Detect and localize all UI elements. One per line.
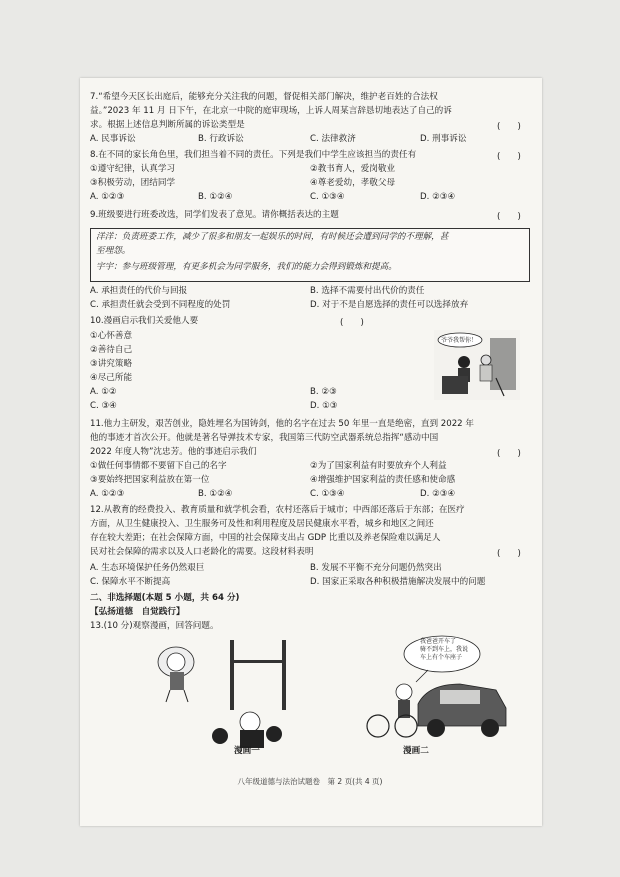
q8-option-a: A. ①②③	[90, 192, 125, 202]
section2-heading: 二、非选择题(本题 5 小题，共 64 分)	[90, 593, 240, 603]
q8-stem: 8.在不同的家长角色里，我们担当着不同的责任。下列是我们中学生应该担当的责任有	[90, 150, 417, 160]
q13-stem: 13.(10 分)观察漫画，回答问题。	[90, 621, 219, 631]
q12-option-c: C. 保障水平不断提高	[90, 577, 171, 587]
q9-option-c: C. 承担责任就会受到不同程度的处罚	[90, 300, 231, 310]
q10-stem: 10.漫画启示我们关爱他人要	[90, 316, 199, 326]
q8-option-c: C. ①③④	[310, 192, 345, 202]
q12-stem-line-2: 方面，从卫生健康投入、卫生服务可及性和利用程度及居民健康水平看，城乡和地区之间还	[90, 519, 434, 529]
q12-option-a: A. 生态环境保护任务仍然艰巨	[90, 563, 205, 573]
q11-option-a: A. ①②③	[90, 489, 125, 499]
q11-option-c: C. ①③④	[310, 489, 345, 499]
q11-answer-paren: ( )	[497, 449, 521, 459]
q10-item-3: ③讲究策略	[90, 359, 133, 369]
q9-answer-paren: ( )	[497, 212, 521, 222]
q7-stem-line-3: 求。根据上述信息判断所属的诉讼类型是	[90, 120, 245, 130]
q10-answer-paren: ( )	[340, 318, 364, 328]
comic-one-illustration	[140, 638, 300, 760]
q9-dialog-line-1: 洋洋：负责班委工作，减少了很多和朋友一起娱乐的时间，有时候还会遭到同学的不理解，甚	[96, 232, 449, 242]
q8-answer-paren: ( )	[497, 152, 521, 162]
q9-dialog-line-2: 至埋怨。	[96, 246, 131, 256]
q7-option-a: A. 民事诉讼	[90, 134, 136, 144]
q9-stem: 9.班级要进行班委改选，同学们发表了意见。请你概括表达的主题	[90, 210, 339, 220]
q9-dialog-line-3: 宇宇：参与班级管理，有更多机会为同学服务，我们的能力会得到锻炼和提高。	[96, 262, 397, 272]
q10-option-a: A. ①②	[90, 387, 117, 397]
q11-stem-line-3: 2022 年度人物”沈忠芳。他的事迹启示我们	[90, 447, 257, 457]
q8-option-d: D. ②③④	[420, 192, 456, 202]
q11-item-4: ④增强维护国家利益的责任感和使命感	[310, 475, 456, 485]
q7-option-b: B. 行政诉讼	[198, 134, 244, 144]
q9-option-b: B. 选择不需要付出代价的责任	[310, 286, 425, 296]
q9-option-d: D. 对于不是自愿选择的责任可以选择放弃	[310, 300, 469, 310]
comic-two-bubble-line-1: 我爸爸开车了	[420, 638, 457, 645]
q10-item-2: ②善待自己	[90, 345, 133, 355]
section2-subheading: 【弘扬道德 自觉践行】	[90, 607, 185, 617]
q12-stem-line-1: 12.从教育的经费投入、教育质量和就学机会看，农村还落后于城市；中西部还落后于东部；在医疗	[90, 505, 465, 515]
q7-option-d: D. 刑事诉讼	[420, 134, 467, 144]
q8-item-4: ④尊老爱幼，孝敬父母	[310, 178, 396, 188]
q7-answer-paren: ( )	[497, 122, 521, 132]
comic-two-label: 漫画二	[403, 746, 429, 756]
q11-stem-line-2: 他的事迹才首次公开。他就是著名导弹技术专家，我国第三代防空武器系统总指挥“感动中国	[90, 433, 439, 443]
q8-item-3: ③积极劳动，团结同学	[90, 178, 176, 188]
q7-option-c: C. 法律救济	[310, 134, 356, 144]
q10-option-b: B. ②③	[310, 387, 337, 397]
q11-item-2: ②为了国家利益有时要放弃个人利益	[310, 461, 447, 471]
q7-stem-line-2: 益。”2023 年 11 月 日下午，在北京一中院的庭审现场，上诉人周某言辞恳切地表达了自己的诉	[90, 106, 452, 116]
q9-option-a: A. 承担责任的代价与回报	[90, 286, 188, 296]
q11-stem-line-1: 11.他力主研发，艰苦创业，隐姓埋名为国铸剑，他的名字在过去 50 年里一直是绝密，直到 2022 年	[90, 419, 474, 429]
comic-two-bubble-line-3: 车上有个车座子	[420, 654, 463, 661]
page-footer: 八年级道德与法治试题卷 第 2 页(共 4 页)	[237, 777, 383, 786]
q7-stem-line-1: 7.“希望今天区长出庭后，能够充分关注我的问题，督促相关部门解决，维护老百姓的合法权	[90, 92, 438, 102]
q11-option-d: D. ②③④	[420, 489, 456, 499]
q12-option-b: B. 发展不平衡不充分问题仍然突出	[310, 563, 442, 573]
comic-one-label: 漫画一	[234, 746, 260, 756]
q12-stem-line-4: 民对社会保障的需求以及人口老龄化的需要。这段材料表明	[90, 547, 314, 557]
q11-item-3: ③要始终把国家利益放在第一位	[90, 475, 210, 485]
q12-stem-line-3: 存在较大差距；在社会保障方面，中国的社会保障支出占 GDP 比重以及养老保险难以满足人	[90, 533, 441, 543]
q10-option-d: D. ①③	[310, 401, 338, 411]
q8-item-1: ①遵守纪律，认真学习	[90, 164, 176, 174]
q8-option-b: B. ①②④	[198, 192, 233, 202]
q10-cartoon-bubble-text: 爷爷我帮你！	[441, 337, 478, 344]
q10-item-1: ①心怀善意	[90, 331, 133, 341]
q10-item-4: ④尽己所能	[90, 373, 133, 383]
comic-two-bubble-line-2: 骑不到车上，我说	[420, 646, 469, 653]
q11-option-b: B. ①②④	[198, 489, 233, 499]
q10-option-c: C. ③④	[90, 401, 117, 411]
q12-option-d: D. 国家正采取各种积极措施解决发展中的问题	[310, 577, 486, 587]
q12-answer-paren: ( )	[497, 549, 521, 559]
q8-item-2: ②教书育人，爱岗敬业	[310, 164, 396, 174]
q11-item-1: ①做任何事情都不要留下自己的名字	[90, 461, 227, 471]
